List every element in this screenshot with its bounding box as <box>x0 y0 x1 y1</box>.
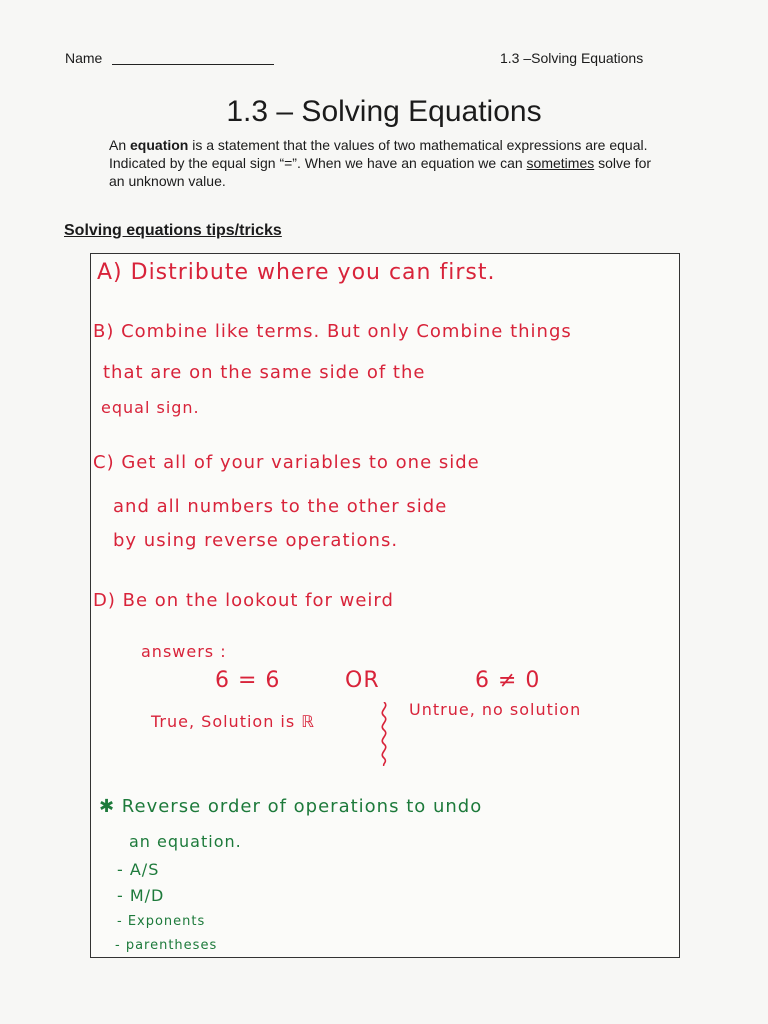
name-field-label <box>65 50 274 66</box>
note-b-line3: equal sign. <box>101 398 200 417</box>
note-c-line3: by using reverse operations. <box>113 530 399 551</box>
name-label: Name <box>65 50 103 66</box>
intro-prefix: An <box>109 137 131 153</box>
intro-underlined-word: sometimes <box>526 155 595 171</box>
name-blank-line[interactable] <box>112 64 274 65</box>
intro-part2: solve for an unknown value. <box>109 155 652 189</box>
intro-paragraph <box>109 136 669 190</box>
note-list-item: - M/D <box>117 886 165 905</box>
note-untrue-no-solution: Untrue, no solution <box>409 700 582 719</box>
intro-bold-term: equation <box>130 137 189 153</box>
note-c-line1: C) Get all of your variables to one side <box>93 452 480 473</box>
note-d-line2: answers : <box>141 642 227 661</box>
note-equation-true: 6 = 6 <box>215 668 281 693</box>
note-equation-false: 6 ≠ 0 <box>475 668 541 693</box>
note-list-item: - A/S <box>117 860 160 879</box>
note-c-line2: and all numbers to the other side <box>113 496 448 517</box>
section-heading: Solving equations tips/tricks <box>64 222 282 239</box>
note-true-solution: True, Solution is ℝ <box>151 712 315 731</box>
handwritten-notes-box <box>90 253 680 958</box>
note-a: A) Distribute where you can first. <box>97 260 496 285</box>
page-title: 1.3 – Solving Equations <box>226 95 542 128</box>
note-star-line1: ✱ Reverse order of operations to undo <box>99 796 483 817</box>
header-section-title: 1.3 –Solving Equations <box>500 50 644 66</box>
note-b-line2: that are on the same side of the <box>103 362 426 383</box>
note-d-line1: D) Be on the lookout for weird <box>93 590 394 611</box>
note-list-item: - parentheses <box>115 938 218 953</box>
note-list-item: - Exponents <box>117 914 206 929</box>
wavy-divider-icon <box>377 702 391 766</box>
intro-part1: is a statement that the values of two mathematical expressions are equal. Indicated by the equal sign “=”. When we have an equation we can <box>109 137 648 171</box>
note-star-line2: an equation. <box>129 832 242 851</box>
note-or: OR <box>345 668 380 693</box>
note-b-line1: B) Combine like terms. But only Combine things <box>93 321 572 342</box>
